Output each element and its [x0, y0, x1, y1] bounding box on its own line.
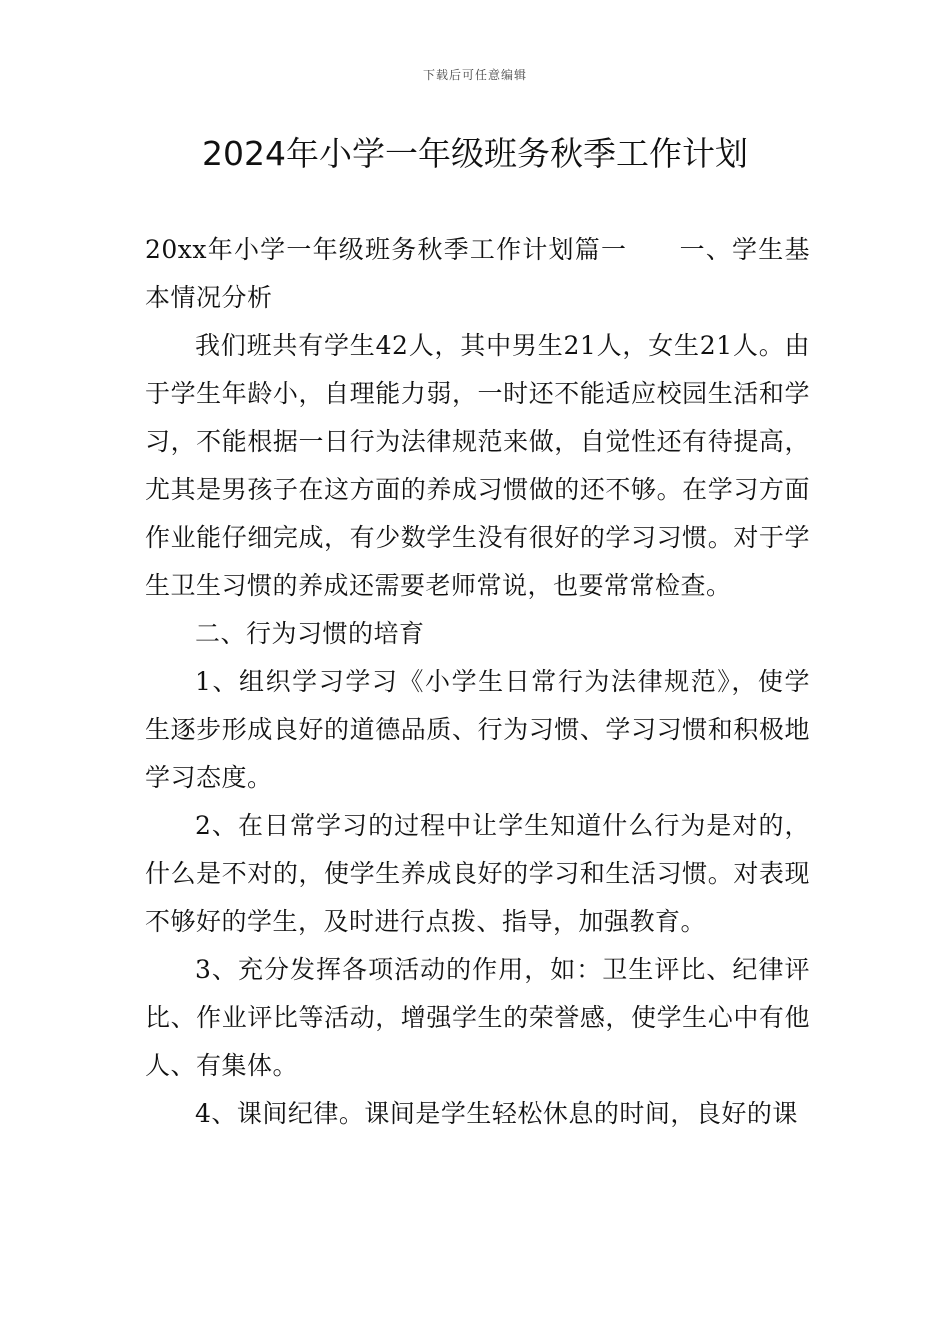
paragraph-intro-heading: 20xx年小学一年级班务秋季工作计划篇一 一、学生基本情况分析: [145, 235, 810, 312]
paragraph-item-2: 2、在日常学习的过程中让学生知道什么行为是对的，什么是不对的，使学生养成良好的学习和生活习惯。对表现不够好的学生，及时进行点拨、指导，加强教育。: [145, 811, 810, 936]
section-heading-behavior: 二、行为习惯的培育: [195, 619, 425, 648]
paragraph-item-1: 1、组织学习学习《小学生日常行为法律规范》，使学生逐步形成良好的道德品质、行为习惯、学习习惯和积极地学习态度。: [145, 667, 810, 792]
paragraph-item-4: 4、课间纪律。课间是学生轻松休息的时间，良好的课: [195, 1099, 798, 1128]
paragraph-student-situation: 我们班共有学生42人，其中男生21人，女生21人。由于学生年龄小，自理能力弱，一时还不能适应校园生活和学习，不能根据一日行为法律规范来做，自觉性还有待提高，尤其是男孩子在这方面的养成习惯做的还不够。在学习方面作业能仔细完成，有少数学生没有很好的学习习惯。对于学生卫生习惯的养成还需要老师常说，也要常常检查。: [145, 331, 810, 600]
document-title: 2024年小学一年级班务秋季工作计划: [202, 134, 748, 173]
header-note: 下载后可任意编辑: [422, 68, 527, 82]
paragraph-item-3: 3、充分发挥各项活动的作用，如：卫生评比、纪律评比、作业评比等活动，增强学生的荣誉感，使学生心中有他人、有集体。: [145, 955, 810, 1080]
document-body: [145, 226, 810, 1138]
